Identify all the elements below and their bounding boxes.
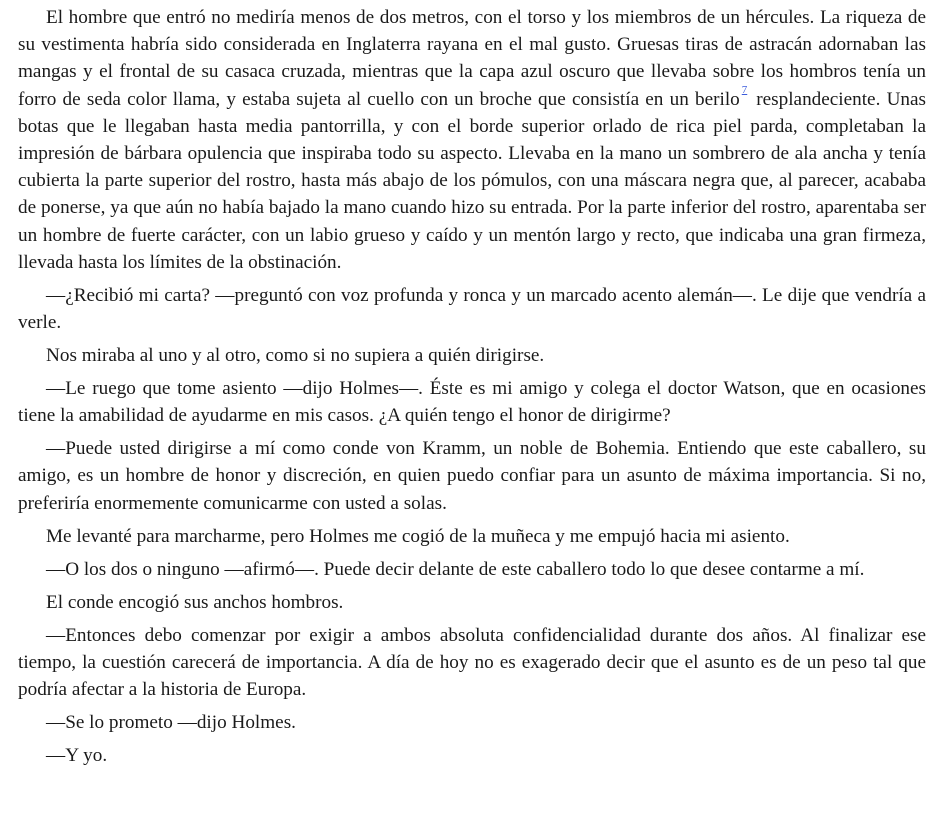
paragraph-1-text-after: resplandeciente. Unas botas que le llegaban hasta media pantorrilla, y con el borde superior orlado de rica piel parda, completaban la impresión de bárbara opulencia que inspiraba todo su aspecto. Llevaba en la mano un sombrero de ala ancha y tenía cubierta la parte superior del rostro, hasta más abajo de los pómulos, con una máscara negra que, al parecer, acababa de ponerse, ya que aún no había bajado la mano cuando hizo su entrada. Por la parte inferior del rostro, aparentaba ser un hombre de fuerte carácter, con un labio grueso y caído y un mentón largo y recto, que indicaba una gran firmeza, llevada hasta los límites de la obstinación.	[18, 88, 926, 273]
paragraph-1-text-before: El hombre que entró no mediría menos de dos metros, con el torso y los miembros de un hércules. La riqueza de su vestimenta habría sido considerada en Inglaterra rayana en el mal gusto. Gruesas tiras de astracán adornaban las mangas y el frontal de su casaca cruzada, mientras que la capa azul oscuro que llevaba sobre los hombros tenía un forro de seda color llama, y estaba sujeta al cuello con un broche que consistía en un berilo	[18, 7, 926, 110]
paragraph-8: El conde encogió sus anchos hombros.	[46, 591, 344, 613]
paragraph-10: —Se lo prometo —dijo Holmes.	[46, 712, 296, 734]
paragraph-4: —Le ruego que tome asiento —dijo Holmes—. Éste es mi amigo y colega el doctor Watson, que en ocasiones tiene la amabilidad de ayudarme en mis casos. ¿A quién tengo el honor de dirigirme?	[18, 378, 926, 427]
paragraph-9: —Entonces debo comenzar por exigir a ambos absoluta confidencialidad durante dos años. Al finalizar ese tiempo, la cuestión carecerá de importancia. A día de hoy no es exagerado decir que el asunto es de un peso tal que podría afectar a la historia de Europa.	[18, 624, 926, 701]
paragraph-6: Me levanté para marcharme, pero Holmes me cogió de la muñeca y me empujó hacia mi asiento.	[46, 525, 790, 547]
paragraph-11: —Y yo.	[46, 745, 108, 767]
paragraph-5: —Puede usted dirigirse a mí como conde von Kramm, un noble de Bohemia. Entiendo que este caballero, su amigo, es un hombre de honor y discreción, en quien puedo confiar para un asunto de máxima importancia. Si no, preferiría enormemente comunicarme con usted a solas.	[18, 438, 926, 514]
footnote-link-7[interactable]: 7	[741, 84, 748, 97]
paragraph-7: —O los dos o ninguno —afirmó—. Puede decir delante de este caballero todo lo que desee contarme a mí.	[46, 558, 865, 580]
paragraph-3: Nos miraba al uno y al otro, como si no supiera a quién dirigirse.	[46, 345, 545, 367]
paragraph-1	[18, 4, 926, 276]
paragraph-2: —¿Recibió mi carta? —preguntó con voz profunda y ronca y un marcado acento alemán—. Le dije que vendría a verle.	[18, 284, 926, 334]
